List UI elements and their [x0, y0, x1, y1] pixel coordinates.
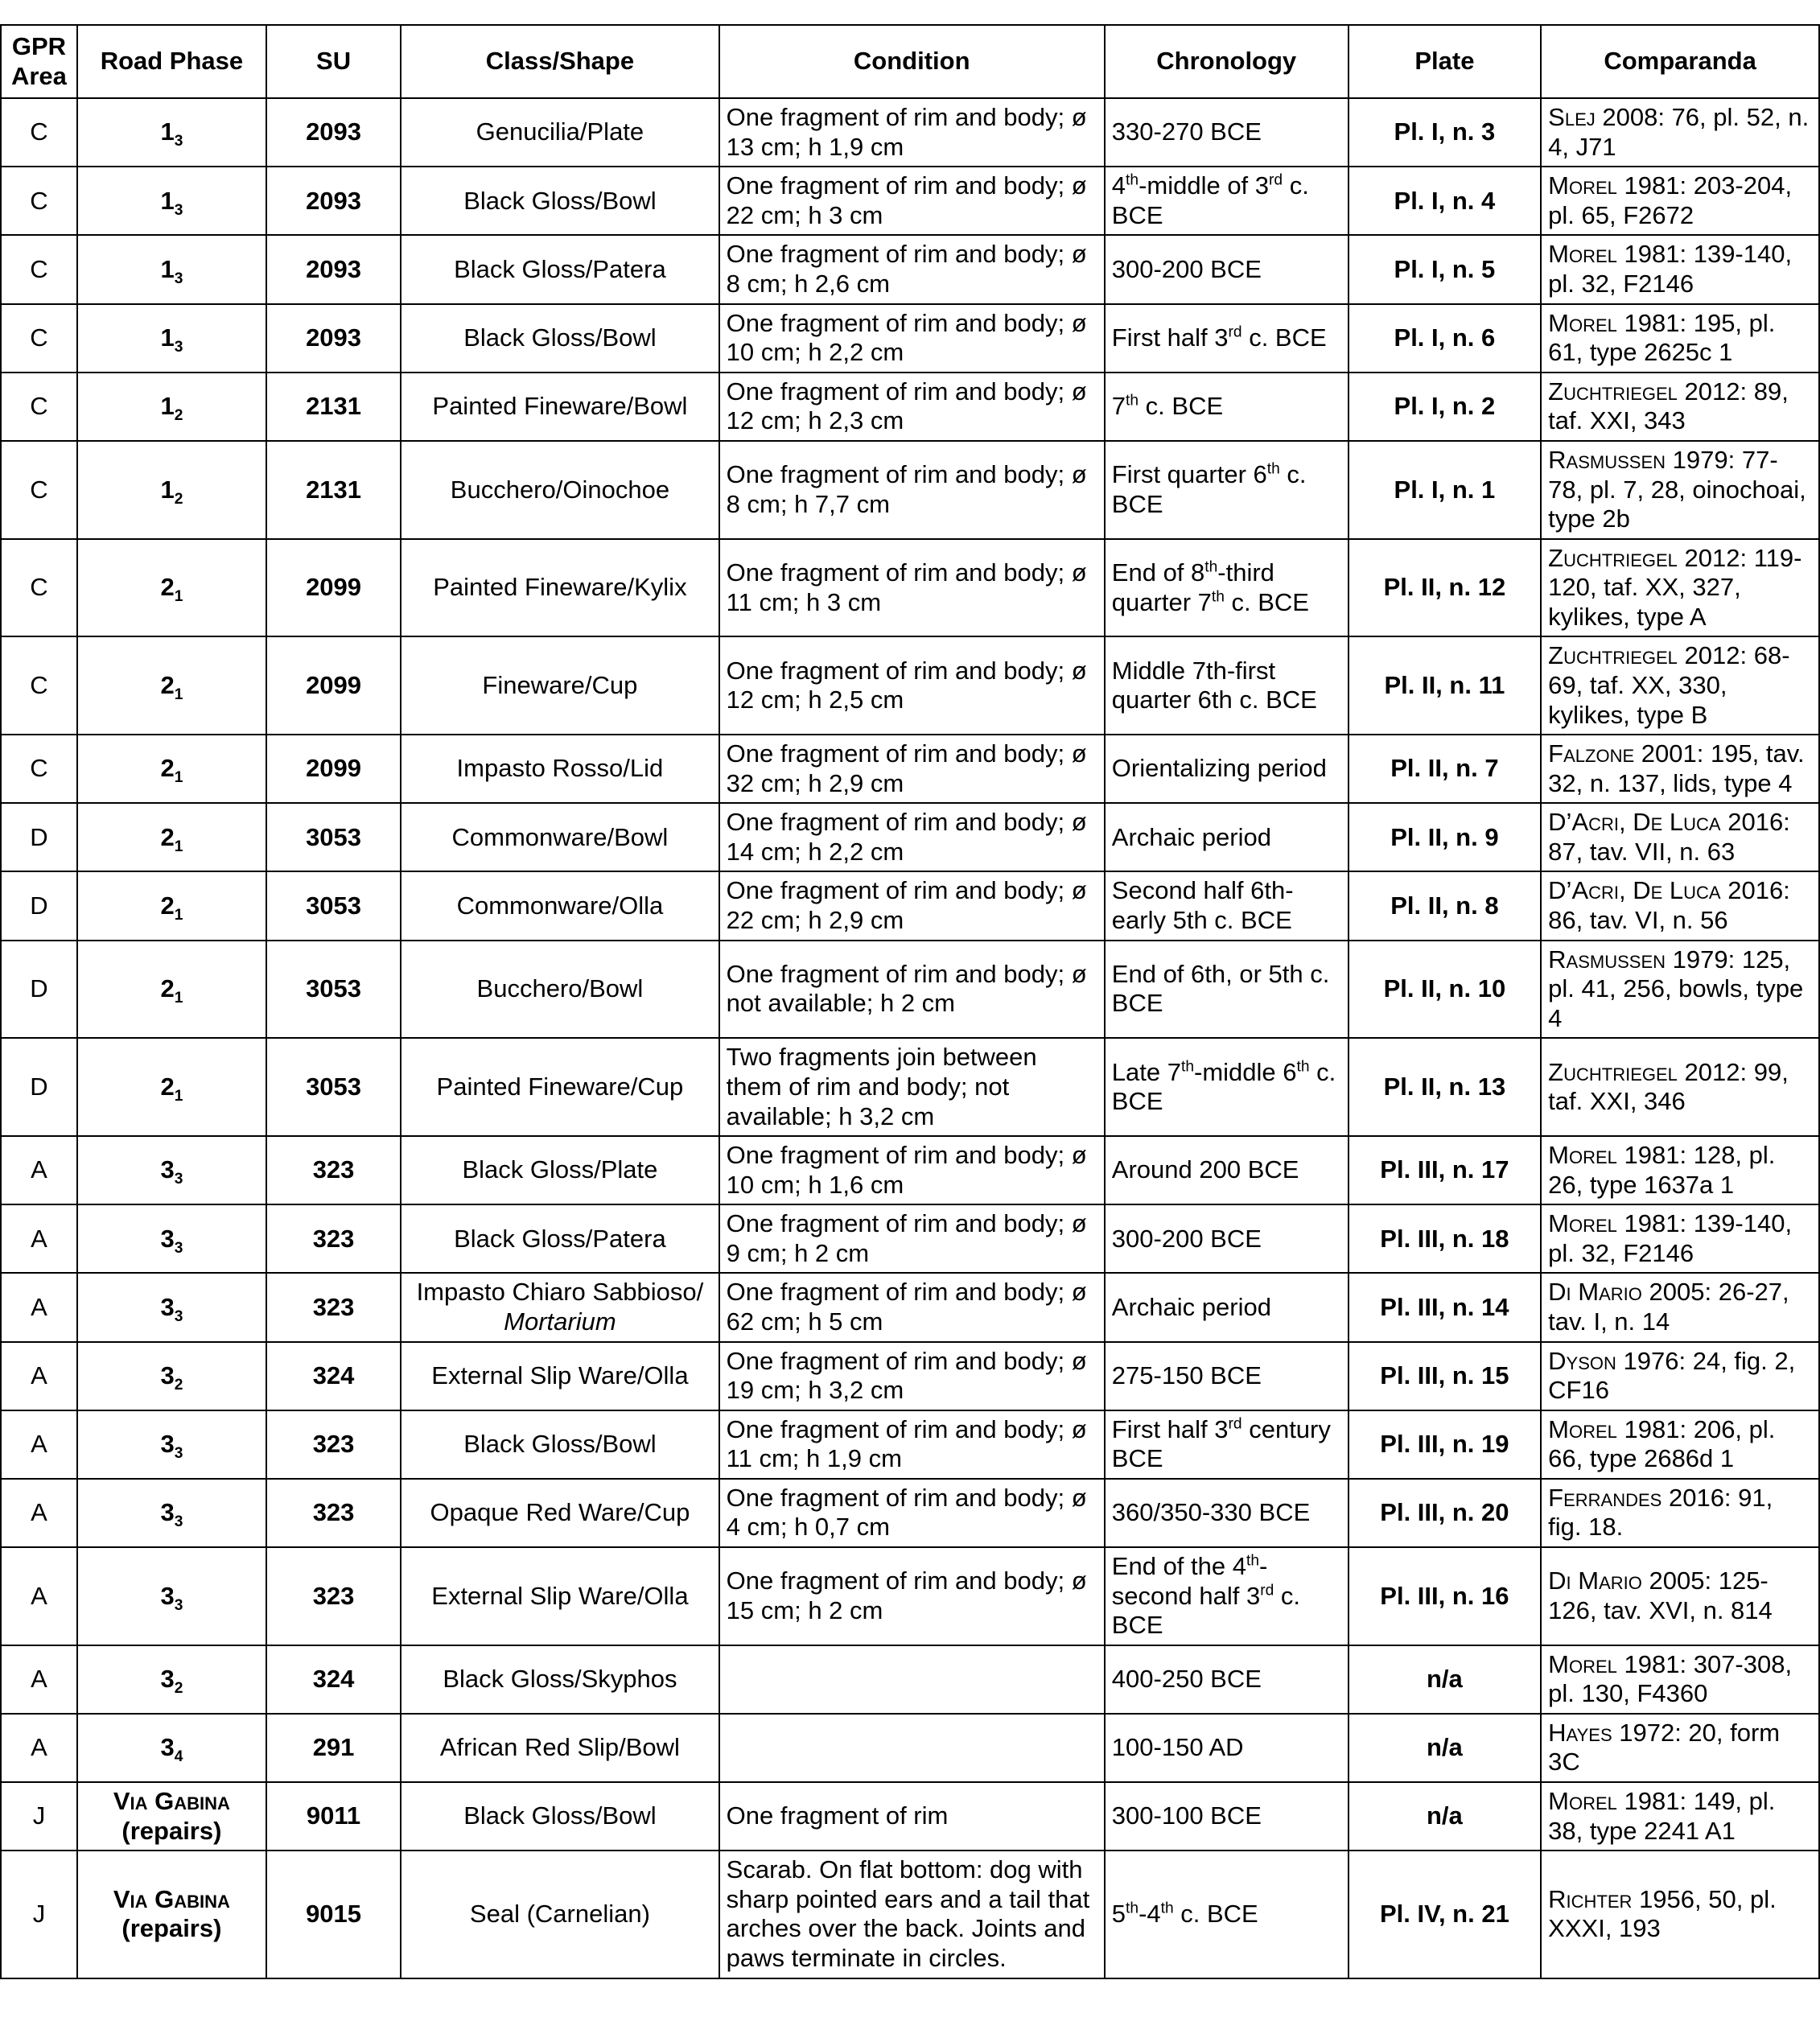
cell-su: 2099: [266, 735, 401, 803]
cell-area: J: [1, 1782, 77, 1851]
table-row: [1, 1851, 1819, 1978]
cell-chronology: 360/350-330 BCE: [1105, 1479, 1349, 1547]
column-header-class-shape: Class/Shape: [401, 25, 719, 98]
cell-condition: One fragment of rim and body; ø 62 cm; h 5 cm: [719, 1273, 1105, 1341]
cell-class-shape: Bucchero/Bowl: [401, 941, 719, 1039]
cell-phase: $2_1$: [77, 1038, 266, 1136]
cell-phase: $2_1$: [77, 871, 266, 940]
cell-phase: $1_3$: [77, 98, 266, 167]
cell-su: 323: [266, 1273, 401, 1341]
cell-su: 323: [266, 1204, 401, 1273]
cell-comparanda: Slej 2008: 76, pl. 52, n. 4, J71: [1541, 98, 1819, 167]
cell-comparanda: Di Mario 2005: 26-27, tav. I, n. 14: [1541, 1273, 1819, 1341]
cell-condition: [719, 1645, 1105, 1714]
cell-phase: $2_1$: [77, 735, 266, 803]
cell-su: 2131: [266, 441, 401, 539]
table-row: [1, 1136, 1819, 1204]
cell-plate: Pl. I, n. 2: [1349, 373, 1542, 441]
cell-su: 2131: [266, 373, 401, 441]
cell-comparanda: Zuchtriegel 2012: 68-69, taf. XX, 330, kylikes, type B: [1541, 636, 1819, 735]
cell-class-shape: Black Gloss/Patera: [401, 1204, 719, 1273]
cell-area: C: [1, 735, 77, 803]
cell-condition: One fragment of rim and body; ø 10 cm; h 2,2 cm: [719, 304, 1105, 373]
cell-chronology: 330-270 BCE: [1105, 98, 1349, 167]
cell-class-shape: Impasto Chiaro Sabbioso/ Mortarium: [401, 1273, 719, 1341]
cell-chronology: Second half 6th-early 5th c. BCE: [1105, 871, 1349, 940]
cell-comparanda: Hayes 1972: 20, form 3C: [1541, 1714, 1819, 1782]
cell-phase: $1_3$: [77, 235, 266, 303]
cell-plate: Pl. I, n. 5: [1349, 235, 1542, 303]
finds-table: [0, 24, 1820, 1979]
table-row: [1, 1645, 1819, 1714]
table-row: [1, 539, 1819, 637]
cell-area: A: [1, 1273, 77, 1341]
cell-condition: One fragment of rim and body; ø 4 cm; h 0,7 cm: [719, 1479, 1105, 1547]
cell-phase: $3_2$: [77, 1645, 266, 1714]
cell-plate: Pl. III, n. 19: [1349, 1410, 1542, 1479]
cell-plate: Pl. III, n. 15: [1349, 1342, 1542, 1410]
cell-condition: One fragment of rim and body; ø 22 cm; h 2,9 cm: [719, 871, 1105, 940]
table-row: [1, 871, 1819, 940]
cell-condition: [719, 1714, 1105, 1782]
cell-su: 9015: [266, 1851, 401, 1978]
cell-condition: One fragment of rim and body; ø 11 cm; h 1,9 cm: [719, 1410, 1105, 1479]
cell-plate: Pl. I, n. 4: [1349, 167, 1542, 235]
cell-su: 3053: [266, 871, 401, 940]
column-header-chronology: Chronology: [1105, 25, 1349, 98]
cell-plate: n/a: [1349, 1645, 1542, 1714]
cell-phase: Via Gabina (repairs): [77, 1782, 266, 1851]
cell-area: C: [1, 167, 77, 235]
cell-class-shape: African Red Slip/Bowl: [401, 1714, 719, 1782]
cell-phase: $3_4$: [77, 1714, 266, 1782]
cell-class-shape: Opaque Red Ware/Cup: [401, 1479, 719, 1547]
cell-area: D: [1, 871, 77, 940]
cell-comparanda: Morel 1981: 203-204, pl. 65, F2672: [1541, 167, 1819, 235]
cell-su: 324: [266, 1342, 401, 1410]
cell-class-shape: Black Gloss/Bowl: [401, 1782, 719, 1851]
cell-plate: n/a: [1349, 1714, 1542, 1782]
table-row: [1, 304, 1819, 373]
cell-chronology: 4th-middle of 3rd c. BCE: [1105, 167, 1349, 235]
cell-su: 2099: [266, 539, 401, 637]
column-header-comparanda: Comparanda: [1541, 25, 1819, 98]
cell-plate: Pl. I, n. 3: [1349, 98, 1542, 167]
cell-condition: One fragment of rim and body; ø 15 cm; h 2 cm: [719, 1547, 1105, 1645]
table-row: [1, 1273, 1819, 1341]
cell-chronology: 5th-4th c. BCE: [1105, 1851, 1349, 1978]
cell-condition: One fragment of rim and body; ø 8 cm; h 2,6 cm: [719, 235, 1105, 303]
cell-comparanda: Dyson 1976: 24, fig. 2, CF16: [1541, 1342, 1819, 1410]
table-row: [1, 803, 1819, 871]
cell-chronology: End of the 4th-second half 3rd c. BCE: [1105, 1547, 1349, 1645]
finds-table-body: [1, 98, 1819, 1978]
cell-comparanda: Richter 1956, 50, pl. XXXI, 193: [1541, 1851, 1819, 1978]
table-row: [1, 1410, 1819, 1479]
cell-class-shape: Painted Fineware/Bowl: [401, 373, 719, 441]
table-row: [1, 1714, 1819, 1782]
cell-comparanda: Zuchtriegel 2012: 119-120, taf. XX, 327, kylikes, type A: [1541, 539, 1819, 637]
cell-comparanda: Morel 1981: 139-140, pl. 32, F2146: [1541, 235, 1819, 303]
cell-chronology: Orientalizing period: [1105, 735, 1349, 803]
cell-area: C: [1, 373, 77, 441]
cell-chronology: 400-250 BCE: [1105, 1645, 1349, 1714]
cell-condition: One fragment of rim and body; ø 19 cm; h 3,2 cm: [719, 1342, 1105, 1410]
table-row: [1, 735, 1819, 803]
cell-comparanda: Morel 1981: 195, pl. 61, type 2625c 1: [1541, 304, 1819, 373]
cell-area: A: [1, 1136, 77, 1204]
cell-chronology: Middle 7th-first quarter 6th c. BCE: [1105, 636, 1349, 735]
cell-plate: Pl. II, n. 10: [1349, 941, 1542, 1039]
cell-plate: Pl. II, n. 13: [1349, 1038, 1542, 1136]
cell-comparanda: Morel 1981: 128, pl. 26, type 1637a 1: [1541, 1136, 1819, 1204]
cell-phase: $3_3$: [77, 1547, 266, 1645]
cell-area: A: [1, 1410, 77, 1479]
cell-chronology: 275-150 BCE: [1105, 1342, 1349, 1410]
cell-area: A: [1, 1204, 77, 1273]
cell-chronology: Archaic period: [1105, 1273, 1349, 1341]
cell-su: 2093: [266, 304, 401, 373]
table-row: [1, 1038, 1819, 1136]
cell-plate: Pl. III, n. 16: [1349, 1547, 1542, 1645]
cell-comparanda: Zuchtriegel 2012: 99, taf. XXI, 346: [1541, 1038, 1819, 1136]
table-row: [1, 1204, 1819, 1273]
cell-su: 3053: [266, 803, 401, 871]
cell-su: 2093: [266, 167, 401, 235]
cell-condition: One fragment of rim and body; ø 32 cm; h 2,9 cm: [719, 735, 1105, 803]
cell-chronology: 300-100 BCE: [1105, 1782, 1349, 1851]
cell-plate: Pl. III, n. 17: [1349, 1136, 1542, 1204]
column-header-condition: Condition: [719, 25, 1105, 98]
table-row: [1, 98, 1819, 167]
cell-class-shape: Painted Fineware/Kylix: [401, 539, 719, 637]
table-row: [1, 167, 1819, 235]
cell-comparanda: D’Acri, De Luca 2016: 87, tav. VII, n. 63: [1541, 803, 1819, 871]
column-header-gpr-area: GPR Area: [1, 25, 77, 98]
cell-comparanda: Falzone 2001: 195, tav. 32, n. 137, lids, type 4: [1541, 735, 1819, 803]
cell-phase: $1_3$: [77, 304, 266, 373]
cell-class-shape: Black Gloss/Patera: [401, 235, 719, 303]
cell-area: A: [1, 1479, 77, 1547]
cell-phase: $3_3$: [77, 1479, 266, 1547]
column-header-plate: Plate: [1349, 25, 1542, 98]
cell-comparanda: Rasmussen 1979: 125, pl. 41, 256, bowls, type 4: [1541, 941, 1819, 1039]
table-row: [1, 1782, 1819, 1851]
cell-phase: $3_3$: [77, 1204, 266, 1273]
cell-area: C: [1, 98, 77, 167]
cell-plate: Pl. III, n. 18: [1349, 1204, 1542, 1273]
cell-condition: One fragment of rim and body; ø 9 cm; h 2 cm: [719, 1204, 1105, 1273]
cell-phase: $3_3$: [77, 1410, 266, 1479]
cell-chronology: 7th c. BCE: [1105, 373, 1349, 441]
table-row: [1, 636, 1819, 735]
table-row: [1, 1342, 1819, 1410]
cell-area: C: [1, 235, 77, 303]
cell-class-shape: Commonware/Bowl: [401, 803, 719, 871]
cell-plate: Pl. II, n. 8: [1349, 871, 1542, 940]
cell-phase: Via Gabina (repairs): [77, 1851, 266, 1978]
cell-area: A: [1, 1342, 77, 1410]
cell-condition: Two fragments join between them of rim and body; not available; h 3,2 cm: [719, 1038, 1105, 1136]
cell-plate: Pl. III, n. 20: [1349, 1479, 1542, 1547]
cell-condition: Scarab. On flat bottom: dog with sharp pointed ears and a tail that arches over the back. Joints and paws terminate in circles.: [719, 1851, 1105, 1978]
cell-phase: $3_3$: [77, 1136, 266, 1204]
cell-condition: One fragment of rim and body; ø 22 cm; h 3 cm: [719, 167, 1105, 235]
cell-su: 291: [266, 1714, 401, 1782]
cell-plate: Pl. II, n. 11: [1349, 636, 1542, 735]
cell-condition: One fragment of rim and body; ø 10 cm; h 1,6 cm: [719, 1136, 1105, 1204]
table-row: [1, 1479, 1819, 1547]
cell-su: 2099: [266, 636, 401, 735]
cell-comparanda: Morel 1981: 307-308, pl. 130, F4360: [1541, 1645, 1819, 1714]
cell-class-shape: Seal (Carnelian): [401, 1851, 719, 1978]
cell-class-shape: Impasto Rosso/Lid: [401, 735, 719, 803]
cell-condition: One fragment of rim: [719, 1782, 1105, 1851]
cell-plate: Pl. II, n. 9: [1349, 803, 1542, 871]
cell-area: D: [1, 1038, 77, 1136]
table-header-row: [1, 25, 1819, 98]
cell-condition: One fragment of rim and body; ø 8 cm; h 7,7 cm: [719, 441, 1105, 539]
cell-plate: n/a: [1349, 1782, 1542, 1851]
column-header-su: SU: [266, 25, 401, 98]
cell-phase: $2_1$: [77, 941, 266, 1039]
cell-su: 323: [266, 1136, 401, 1204]
cell-area: D: [1, 941, 77, 1039]
cell-condition: One fragment of rim and body; ø 12 cm; h 2,3 cm: [719, 373, 1105, 441]
cell-comparanda: Morel 1981: 149, pl. 38, type 2241 A1: [1541, 1782, 1819, 1851]
cell-chronology: 100-150 AD: [1105, 1714, 1349, 1782]
table-row: [1, 941, 1819, 1039]
cell-plate: Pl. II, n. 12: [1349, 539, 1542, 637]
cell-su: 323: [266, 1479, 401, 1547]
cell-su: 324: [266, 1645, 401, 1714]
cell-class-shape: Black Gloss/Bowl: [401, 167, 719, 235]
table-row: [1, 1547, 1819, 1645]
cell-su: 9011: [266, 1782, 401, 1851]
cell-comparanda: Rasmussen 1979: 77-78, pl. 7, 28, oinochoai, type 2b: [1541, 441, 1819, 539]
cell-class-shape: External Slip Ware/Olla: [401, 1547, 719, 1645]
cell-area: C: [1, 539, 77, 637]
cell-comparanda: Di Mario 2005: 125-126, tav. XVI, n. 814: [1541, 1547, 1819, 1645]
cell-condition: One fragment of rim and body; ø 12 cm; h 2,5 cm: [719, 636, 1105, 735]
table-row: [1, 441, 1819, 539]
cell-phase: $3_2$: [77, 1342, 266, 1410]
cell-chronology: Late 7th-middle 6th c. BCE: [1105, 1038, 1349, 1136]
cell-condition: One fragment of rim and body; ø 13 cm; h 1,9 cm: [719, 98, 1105, 167]
cell-class-shape: Commonware/Olla: [401, 871, 719, 940]
cell-phase: $3_3$: [77, 1273, 266, 1341]
cell-phase: $1_3$: [77, 167, 266, 235]
cell-area: C: [1, 441, 77, 539]
cell-chronology: Around 200 BCE: [1105, 1136, 1349, 1204]
cell-phase: $1_2$: [77, 441, 266, 539]
cell-class-shape: Black Gloss/Skyphos: [401, 1645, 719, 1714]
table-row: [1, 373, 1819, 441]
cell-chronology: 300-200 BCE: [1105, 1204, 1349, 1273]
cell-phase: $2_1$: [77, 539, 266, 637]
cell-area: A: [1, 1645, 77, 1714]
cell-plate: Pl. I, n. 1: [1349, 441, 1542, 539]
cell-comparanda: Morel 1981: 206, pl. 66, type 2686d 1: [1541, 1410, 1819, 1479]
cell-condition: One fragment of rim and body; ø 14 cm; h 2,2 cm: [719, 803, 1105, 871]
cell-plate: Pl. IV, n. 21: [1349, 1851, 1542, 1978]
cell-su: 2093: [266, 235, 401, 303]
cell-su: 3053: [266, 941, 401, 1039]
cell-plate: Pl. I, n. 6: [1349, 304, 1542, 373]
cell-area: D: [1, 803, 77, 871]
cell-area: J: [1, 1851, 77, 1978]
cell-class-shape: External Slip Ware/Olla: [401, 1342, 719, 1410]
table-header: [1, 25, 1819, 98]
cell-phase: $1_2$: [77, 373, 266, 441]
cell-class-shape: Painted Fineware/Cup: [401, 1038, 719, 1136]
cell-class-shape: Black Gloss/Bowl: [401, 304, 719, 373]
cell-su: 2093: [266, 98, 401, 167]
cell-chronology: End of 6th, or 5th c. BCE: [1105, 941, 1349, 1039]
cell-chronology: End of 8th-third quarter 7th c. BCE: [1105, 539, 1349, 637]
cell-chronology: First half 3rd c. BCE: [1105, 304, 1349, 373]
cell-su: 323: [266, 1547, 401, 1645]
cell-comparanda: D’Acri, De Luca 2016: 86, tav. VI, n. 56: [1541, 871, 1819, 940]
cell-plate: Pl. III, n. 14: [1349, 1273, 1542, 1341]
cell-su: 323: [266, 1410, 401, 1479]
cell-class-shape: Black Gloss/Bowl: [401, 1410, 719, 1479]
cell-condition: One fragment of rim and body; ø 11 cm; h 3 cm: [719, 539, 1105, 637]
cell-class-shape: Bucchero/Oinochoe: [401, 441, 719, 539]
cell-su: 3053: [266, 1038, 401, 1136]
cell-comparanda: Morel 1981: 139-140, pl. 32, F2146: [1541, 1204, 1819, 1273]
cell-area: C: [1, 636, 77, 735]
cell-comparanda: Zuchtriegel 2012: 89, taf. XXI, 343: [1541, 373, 1819, 441]
cell-class-shape: Genucilia/Plate: [401, 98, 719, 167]
cell-area: C: [1, 304, 77, 373]
cell-chronology: First quarter 6th c. BCE: [1105, 441, 1349, 539]
column-header-road-phase: Road Phase: [77, 25, 266, 98]
table-row: [1, 235, 1819, 303]
cell-plate: Pl. II, n. 7: [1349, 735, 1542, 803]
cell-chronology: First half 3rd century BCE: [1105, 1410, 1349, 1479]
cell-area: A: [1, 1714, 77, 1782]
cell-phase: $2_1$: [77, 636, 266, 735]
cell-comparanda: Ferrandes 2016: 91, fig. 18.: [1541, 1479, 1819, 1547]
cell-class-shape: Fineware/Cup: [401, 636, 719, 735]
cell-phase: $2_1$: [77, 803, 266, 871]
cell-condition: One fragment of rim and body; ø not available; h 2 cm: [719, 941, 1105, 1039]
cell-area: A: [1, 1547, 77, 1645]
cell-class-shape: Black Gloss/Plate: [401, 1136, 719, 1204]
cell-chronology: Archaic period: [1105, 803, 1349, 871]
cell-chronology: 300-200 BCE: [1105, 235, 1349, 303]
